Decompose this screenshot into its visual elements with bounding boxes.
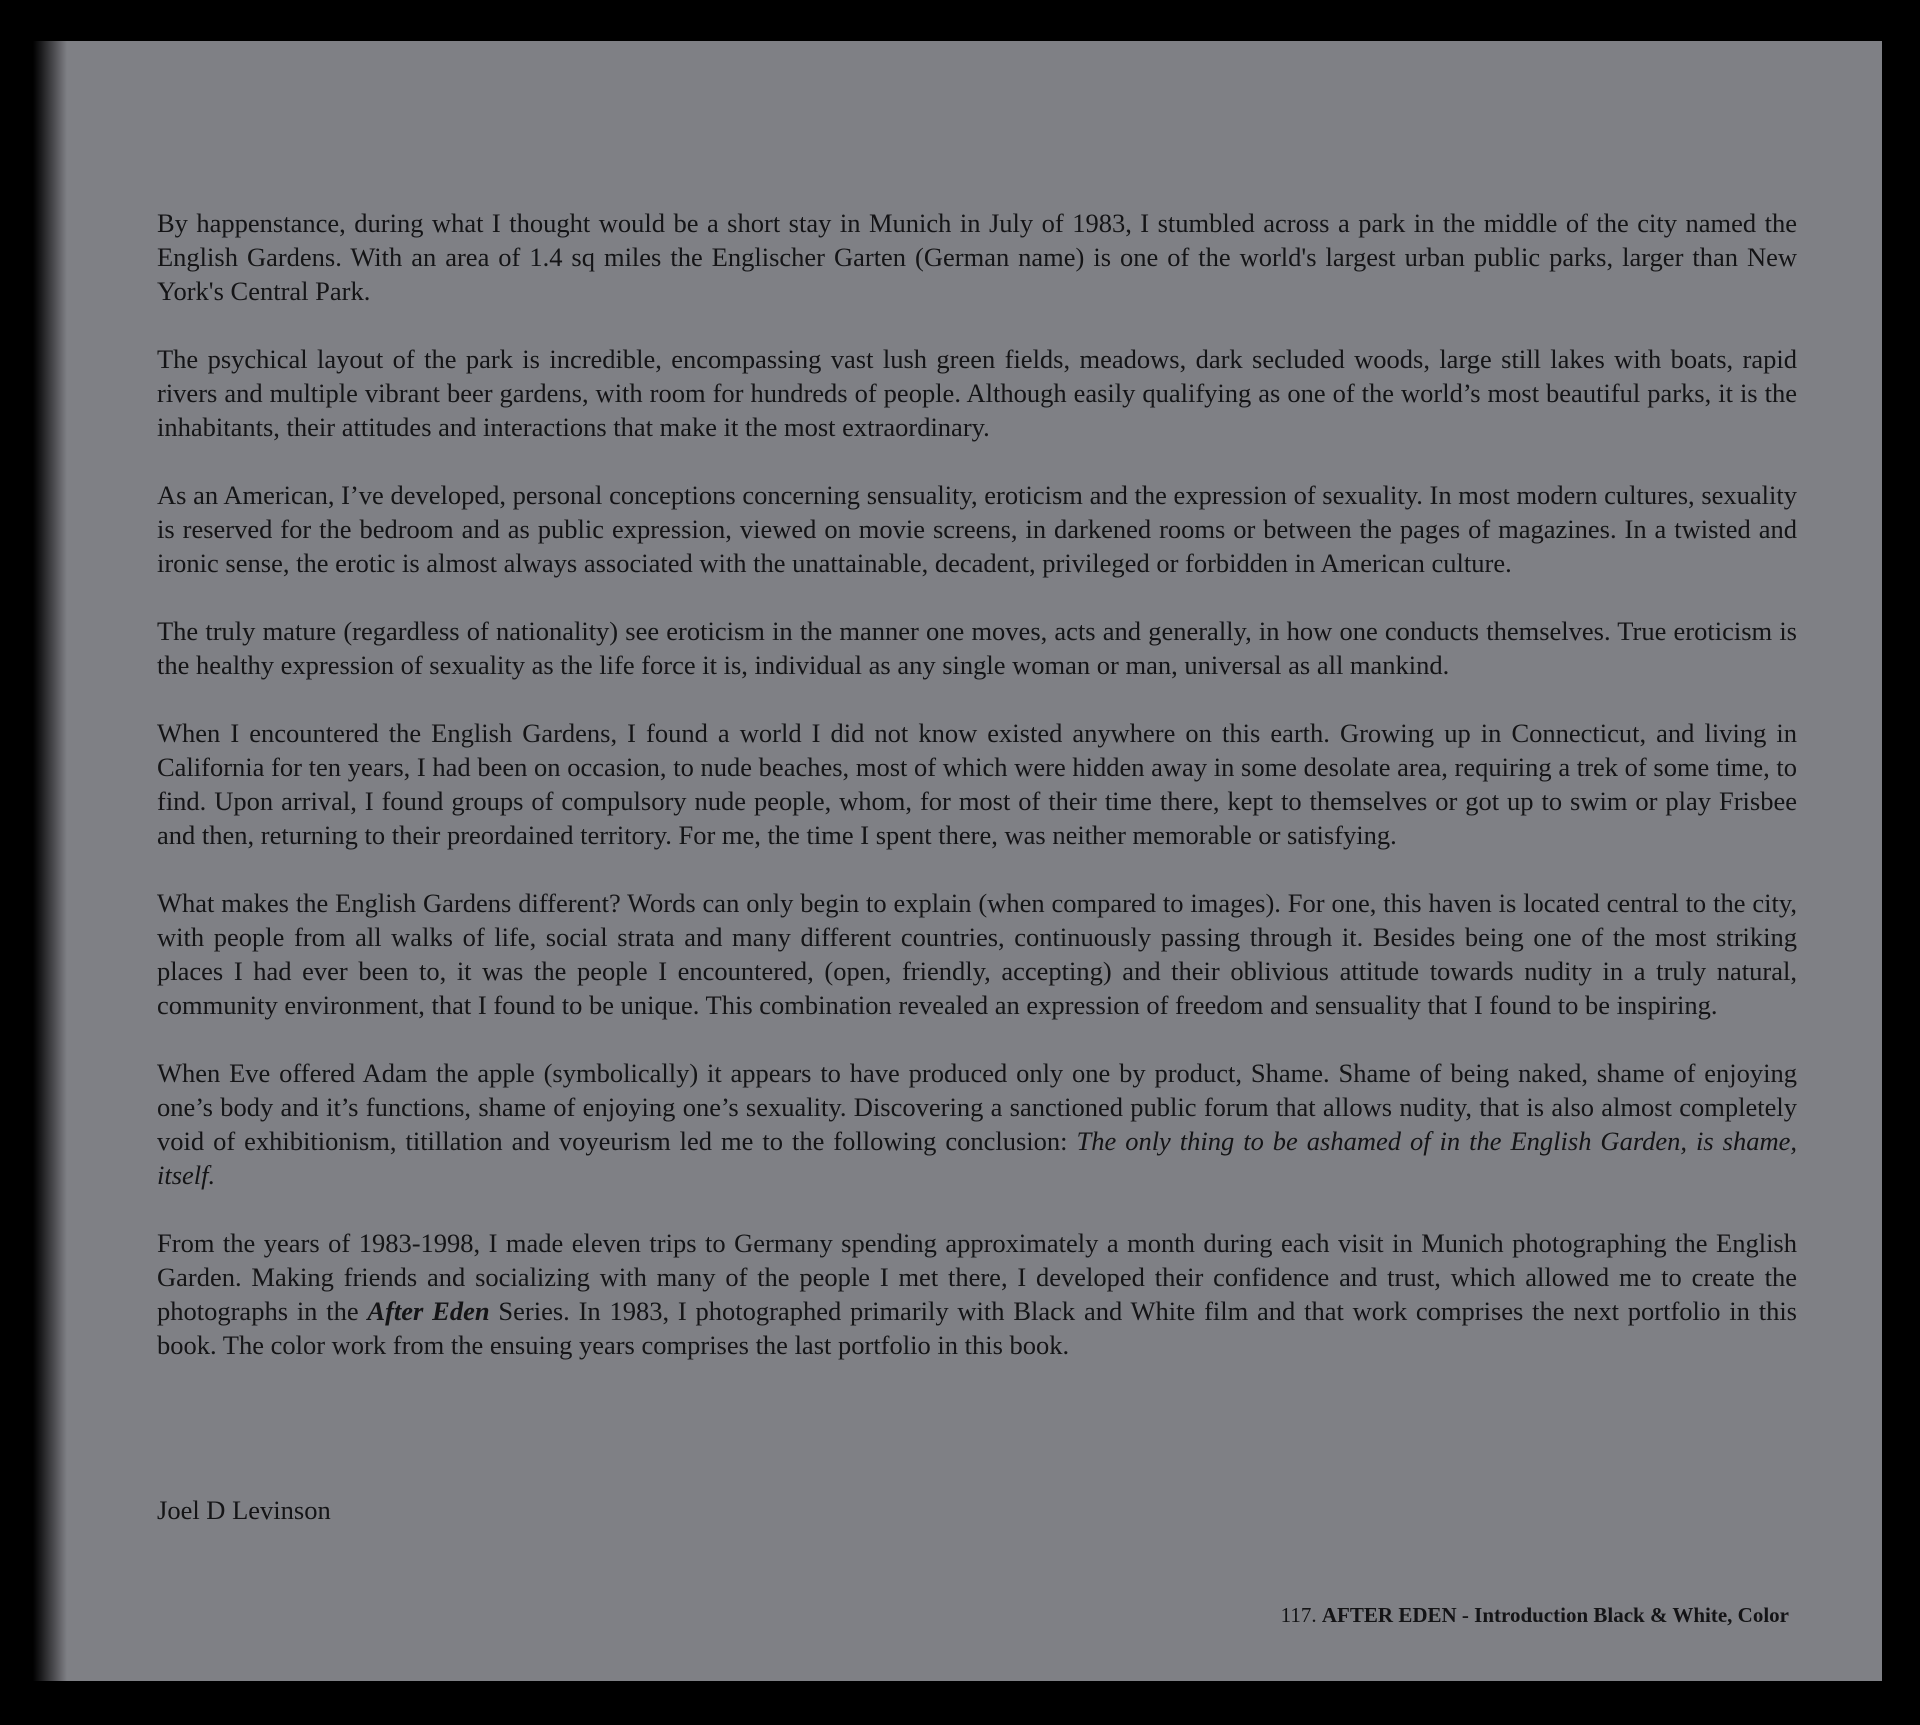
series-title: After Eden [367,1296,490,1326]
page-number: 117. [1280,1603,1317,1627]
page-footer [1281,1601,1789,1629]
paragraph-2: The psychical layout of the park is incredible, encompassing vast lush green fields, meadows, dark secluded woods, large still lakes with boats, rapid rivers and multiple vibrant beer gardens, with room for hundreds of people. Although easily qualifying as one of the world’s most beautiful parks, it is the inhabitants, their attitudes and interactions that make it the most extraordinary. [157,344,1797,442]
introduction-text [157,206,1797,1396]
paragraph-7-text: When Eve offered Adam the apple (symbolically) it appears to have produced only one by product, Shame. Shame of being naked, shame of enjoying one’s body and it’s functions, shame of enjoying one’s sexuality. Discovering a sanctioned public forum that allows nudity, that is also almost completely void of exhibitionism, titillation and voyeurism led me to the following conclusion: [157,1058,1797,1156]
paragraph-8 [157,1226,1797,1362]
paragraph-8-text-start: From the years of 1983-1998, I made eleven trips to Germany spending approximately a month during each visit in Munich photographing the English Garden. Making friends and socializing with many of the people I met there, I developed their confidence and trust, which allowed me to create the photographs in the [157,1228,1797,1326]
paragraph-7 [157,1056,1797,1192]
author-signature: Joel D Levinson [157,1495,331,1525]
paragraph-7-conclusion: The only thing to be ashamed of in the English Garden, is shame, itself. [157,1126,1797,1190]
paragraph-6: What makes the English Gardens different? Words can only begin to explain (when compared to images). For one, this haven is located central to the city, with people from all walks of life, social strata and many different countries, continuously passing through it. Besides being one of the most striking places I had ever been to, it was the people I encountered, (open, friendly, accepting) and their oblivious attitude towards nudity in a truly natural, community environment, that I found to be unique. This combination revealed an expression of freedom and sensuality that I found to be inspiring. [157,888,1797,1020]
paragraph-5: When I encountered the English Gardens, I found a world I did not know existed anywhere on this earth. Growing up in Connecticut, and living in California for ten years, I had been on occasion, to nude beaches, most of which were hidden away in some desolate area, requiring a trek of some time, to find. Upon arrival, I found groups of compulsory nude people, whom, for most of their time there, kept to themselves or got up to swim or play Frisbee and then, returning to their preordained territory. For me, the time I spent there, was neither memorable or satisfying. [157,718,1797,850]
paragraph-4: The truly mature (regardless of nationality) see eroticism in the manner one moves, acts and generally, in how one conducts themselves. True eroticism is the healthy expression of sexuality as the life force it is, individual as any single woman or man, universal as all mankind. [157,616,1797,680]
page-gutter-shadow [33,41,67,1681]
paragraph-3: As an American, I’ve developed, personal conceptions concerning sensuality, eroticism and the expression of sexuality. In most modern cultures, sexuality is reserved for the bedroom and as public expression, viewed on movie screens, in darkened rooms or between the pages of magazines. In a twisted and ironic sense, the erotic is almost always associated with the unattainable, decadent, privileged or forbidden in American culture. [157,480,1797,578]
paragraph-1: By happenstance, during what I thought would be a short stay in Munich in July of 1983, I stumbled across a park in the middle of the city named the English Gardens. With an area of 1.4 sq miles the Englischer Garten (German name) is one of the world's largest urban public parks, larger than New York's Central Park. [157,208,1797,306]
footer-section: - Introduction Black & White, Color [1461,1603,1789,1627]
paragraph-8-text-end: Series. In 1983, I photographed primarily with Black and White film and that work comprises the next portfolio in this book. The color work from the ensuing years comprises the last portfolio in this book. [157,1296,1797,1360]
footer-book-title: AFTER EDEN [1321,1603,1457,1627]
book-page [33,41,1882,1681]
